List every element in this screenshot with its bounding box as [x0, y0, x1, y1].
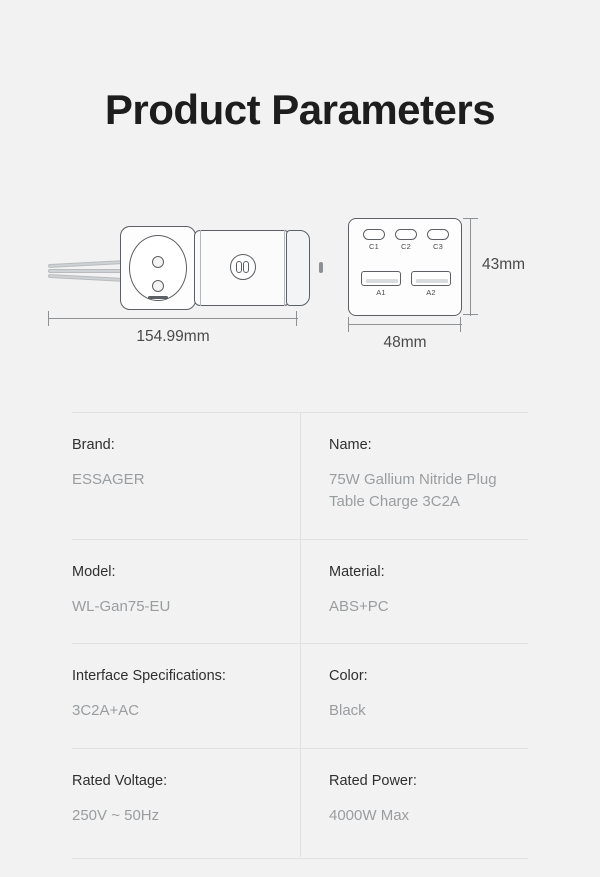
height-dimension-line [470, 218, 560, 316]
width-dimension-line [348, 324, 462, 354]
type-c-port [363, 229, 385, 251]
spec-key: Color: [329, 668, 368, 685]
usb-a-port-icon [361, 271, 401, 286]
table-bottom-divider [72, 858, 528, 859]
port-label: C2 [401, 242, 411, 251]
table-row [72, 539, 528, 644]
spec-value: 3C2A+AC [72, 702, 140, 720]
spec-value: 250V ~ 50Hz [72, 807, 160, 824]
page-title: Product Parameters [104, 86, 496, 133]
type-c-port [427, 229, 449, 251]
spec-cell-rated-power [300, 749, 528, 857]
spec-key: Brand: [72, 437, 115, 453]
spec-cell-name [300, 413, 528, 539]
spec-key: Material: [329, 563, 385, 580]
type-a-port [411, 271, 451, 297]
type-c-port-icon [395, 229, 417, 240]
spec-cell-rated-voltage [72, 749, 300, 857]
type-c-port-icon [363, 229, 385, 240]
spec-cell-model [72, 540, 300, 644]
spec-cell-material [300, 540, 528, 644]
type-a-port [361, 271, 401, 297]
table-row [72, 643, 528, 748]
type-c-port-icon [427, 229, 449, 240]
spec-value: ABS+PC [329, 597, 389, 615]
product-front-view-illustration [348, 218, 462, 316]
spec-key: Rated Power: [329, 773, 417, 789]
spec-value: WL-Gan75-EU [72, 597, 171, 615]
spec-key: Model: [72, 563, 116, 580]
spec-value: 75W Gallium Nitride Plug Table Charge 3C2A [329, 471, 497, 510]
spec-key: Rated Voltage: [72, 773, 168, 789]
specifications-table [72, 412, 528, 857]
charger-end-cap-shape [286, 230, 310, 306]
power-cable-icon [48, 260, 126, 286]
port-label: C3 [433, 242, 443, 251]
length-dimension-line [48, 318, 298, 348]
port-label: A2 [426, 288, 436, 297]
product-side-view-illustration [48, 218, 316, 318]
spec-value: Black [329, 702, 366, 720]
brand-logo-icon [230, 254, 256, 280]
height-dimension-label: 43mm [482, 256, 526, 273]
spec-key: Interface Specifications: [72, 668, 226, 685]
spec-cell-interface-specifications [72, 644, 300, 748]
width-dimension-label: 48mm [383, 334, 427, 351]
length-dimension-label: 154.99mm [136, 328, 210, 345]
type-c-port-row [349, 229, 463, 251]
table-row [72, 748, 528, 857]
spec-value: 4000W Max [329, 807, 410, 824]
body-seam-line [200, 230, 201, 306]
spec-cell-color [300, 644, 528, 748]
port-label: A1 [376, 288, 386, 297]
spec-key: Name: [329, 437, 372, 453]
eu-plug-head-icon [120, 226, 196, 310]
spec-value: ESSAGER [72, 471, 145, 488]
table-row [72, 412, 528, 539]
product-dimension-diagram [0, 200, 600, 390]
type-c-port [395, 229, 417, 251]
port-label: C1 [369, 242, 379, 251]
type-a-port-row [349, 271, 463, 297]
spec-cell-brand [72, 413, 300, 539]
usb-a-port-icon [411, 271, 451, 286]
led-indicator-icon [319, 262, 323, 273]
